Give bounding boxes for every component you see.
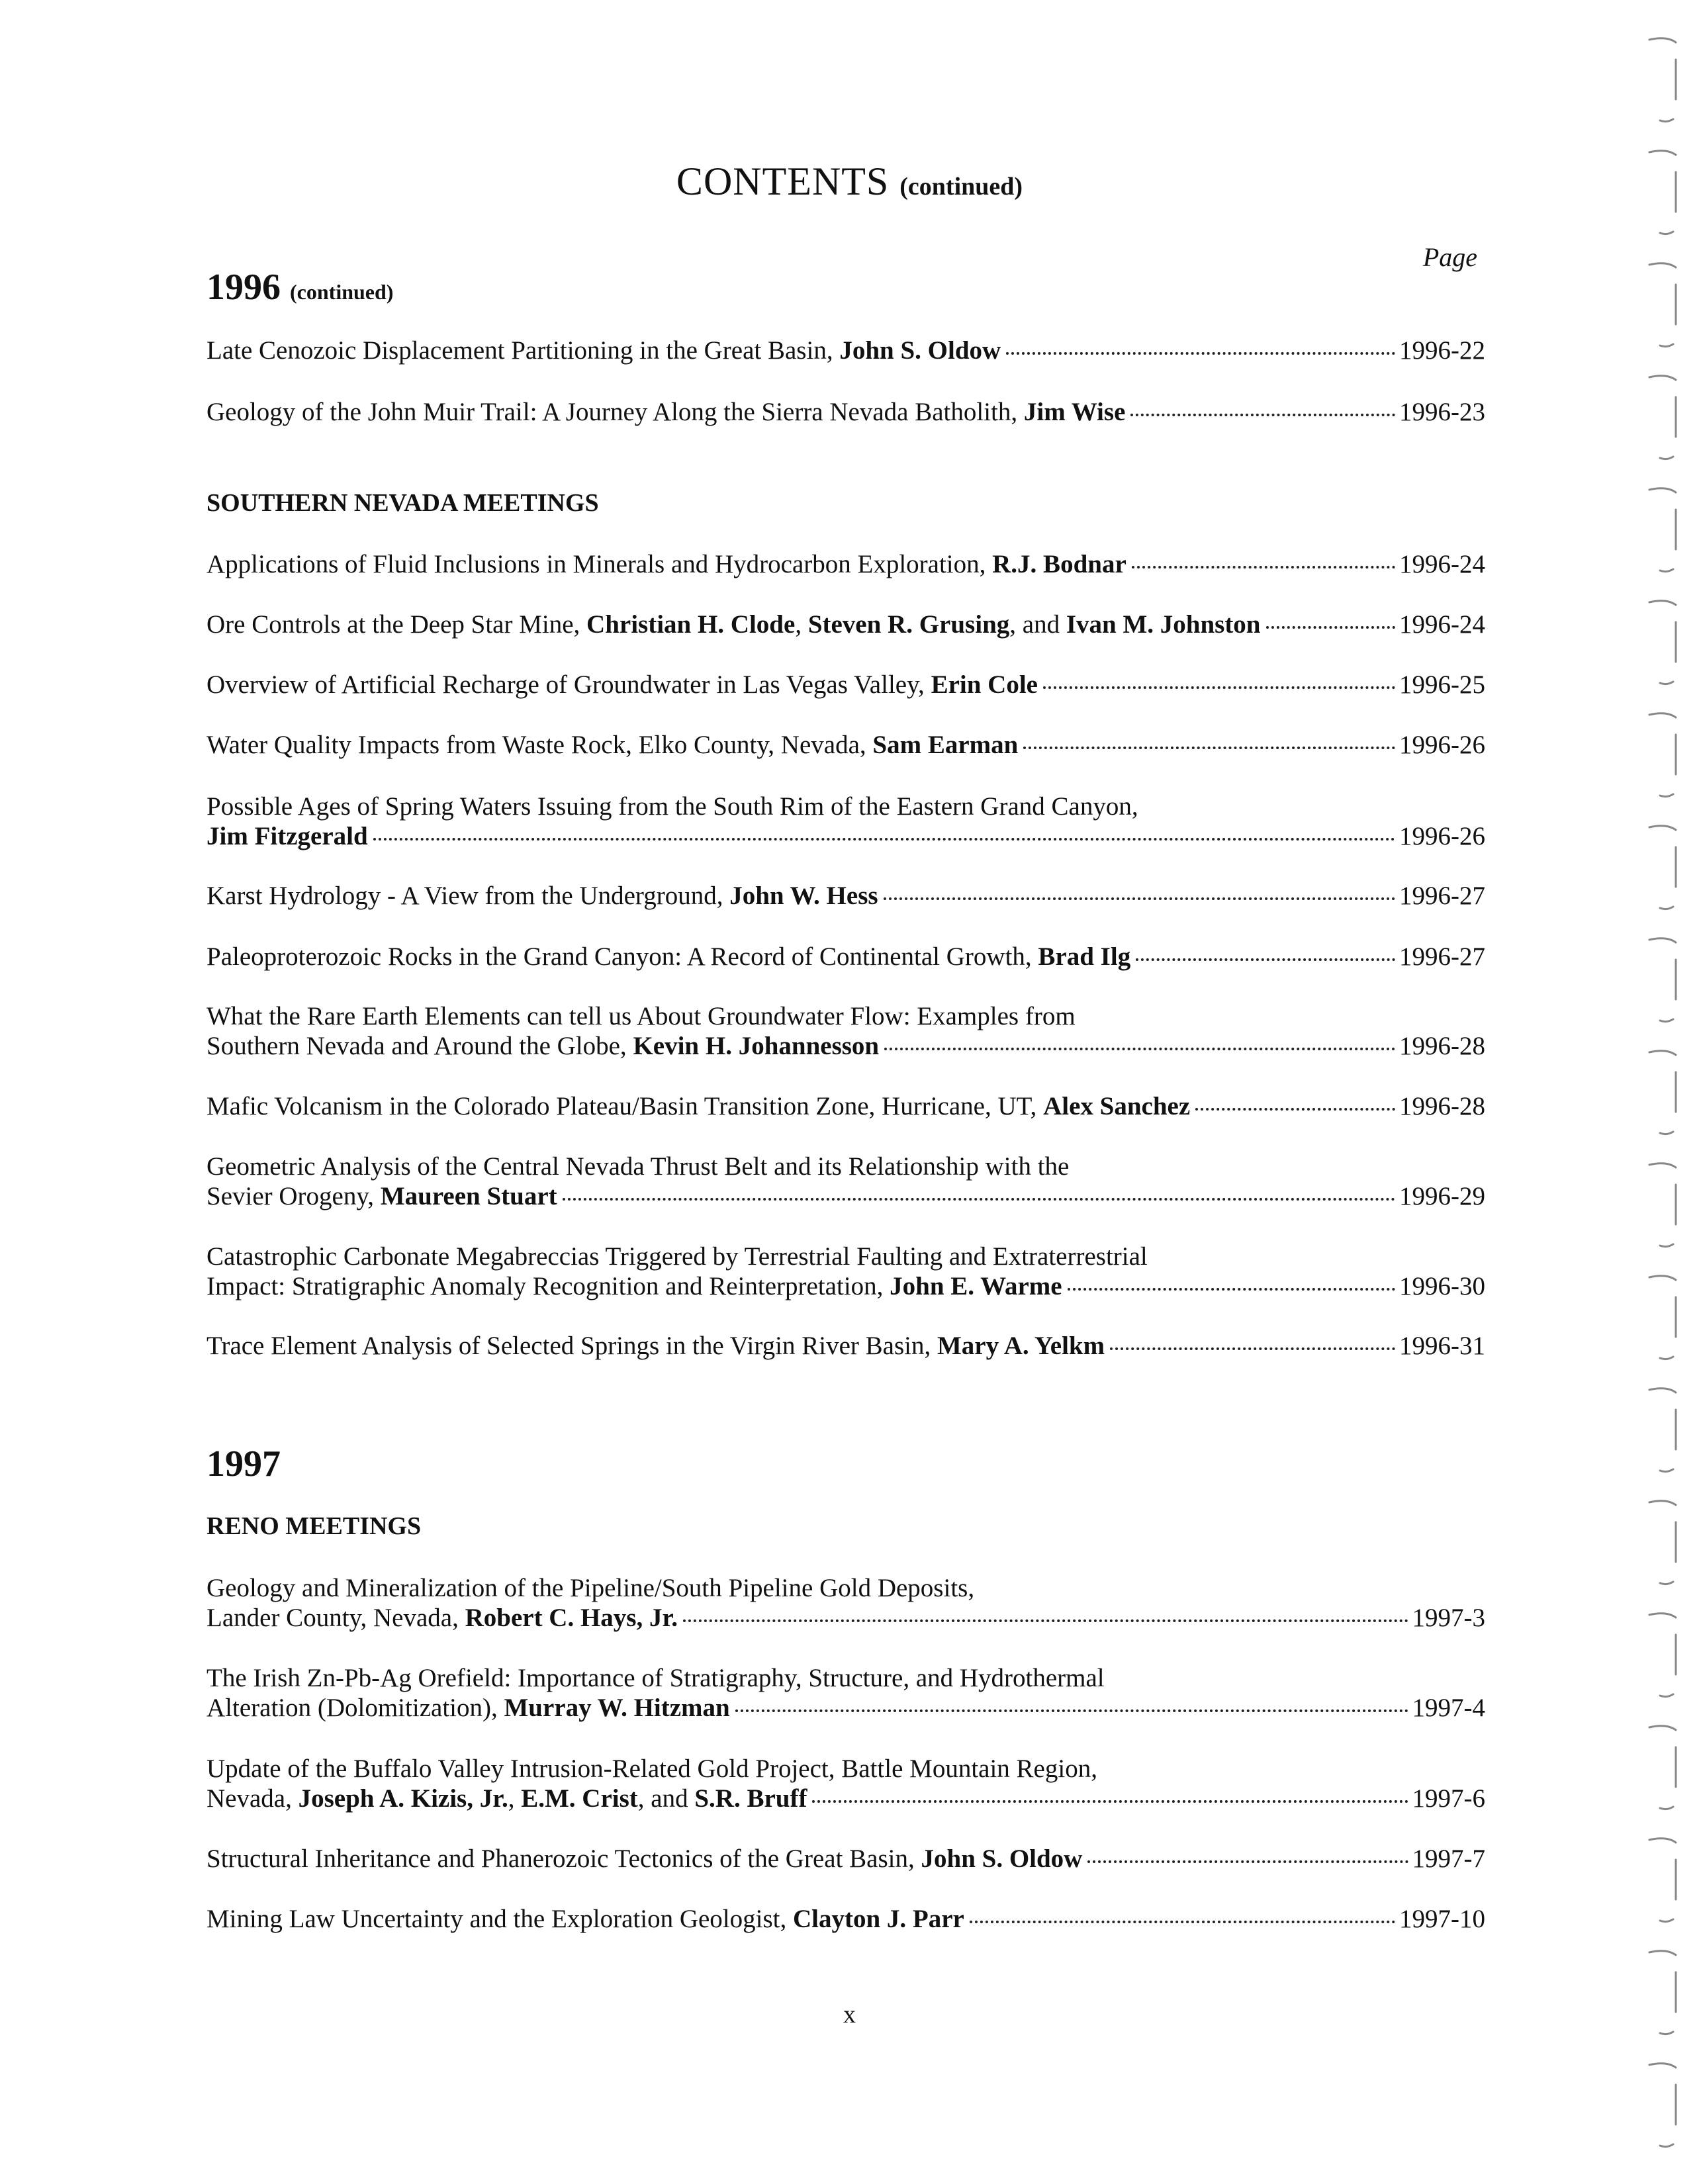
dot-leader [1132, 566, 1395, 569]
year-heading-1996 [207, 266, 393, 308]
entry-title: Paleoproterozoic Rocks in the Grand Canyon: A Record of Continental Growth, [207, 942, 1038, 971]
entry-page: 1997-7 [1412, 1844, 1485, 1873]
dot-leader [1023, 747, 1395, 749]
year-heading-1997 [207, 1443, 281, 1485]
entry-title: Overview of Artificial Recharge of Groundwater in Las Vegas Valley, [207, 670, 931, 699]
entry-page: 1997-4 [1412, 1694, 1485, 1722]
binding-loop-icon [1649, 1163, 1676, 1247]
toc-entry[interactable] [207, 1573, 1485, 1633]
dot-leader [884, 897, 1395, 900]
toc-entry[interactable] [207, 1001, 1485, 1061]
entry-page: 1996-25 [1399, 670, 1485, 699]
dot-leader [563, 1198, 1395, 1201]
toc-entry[interactable] [207, 730, 1485, 760]
entry-title: Southern Nevada and Around the Globe, [207, 1032, 633, 1060]
dot-leader [1068, 1288, 1395, 1291]
dot-leader [373, 838, 1395, 841]
entry-title: Applications of Fluid Inclusions in Minerals and Hydrocarbon Exploration, [207, 550, 993, 578]
binding-loop-icon [1649, 1614, 1676, 1697]
dot-leader [1110, 1347, 1395, 1350]
dot-leader [1130, 414, 1395, 416]
entry-page: 1996-27 [1399, 882, 1485, 910]
entry-page: 1996-28 [1399, 1032, 1485, 1060]
entry-title-line: The Irish Zn-Pb-Ag Orefield: Importance of Stratigraphy, Structure, and Hydrothermal [207, 1664, 1105, 1692]
entry-title-line: Possible Ages of Spring Waters Issuing from the South Rim of the Eastern Grand Canyon, [207, 792, 1138, 821]
binding-loop-icon [1649, 601, 1676, 684]
page-column-label: Page [1422, 242, 1477, 272]
toc-entry[interactable] [207, 1904, 1485, 1934]
entry-author: Clayton J. Parr [792, 1905, 964, 1933]
dot-leader [1195, 1108, 1395, 1111]
toc-entry[interactable] [207, 792, 1485, 851]
binding-loop-icon [1649, 1839, 1676, 1922]
entry-author: Brad Ilg [1038, 942, 1131, 971]
entry-author: Jim Fitzgerald [207, 822, 368, 850]
entry-page: 1996-26 [1399, 731, 1485, 759]
entry-page: 1996-31 [1399, 1332, 1485, 1360]
toc-entry[interactable] [207, 1091, 1485, 1121]
year-text: 1997 [207, 1443, 281, 1484]
dot-leader [884, 1048, 1395, 1050]
entry-title: Impact: Stratigraphic Anomaly Recognition and Reinterpretation, [207, 1272, 890, 1300]
binding-loop-icon [1649, 376, 1676, 459]
toc-entry[interactable] [207, 336, 1485, 365]
year-suffix: (continued) [290, 280, 394, 304]
binding-loop-icon [1649, 1051, 1676, 1134]
entry-author: E.M. Crist [521, 1784, 638, 1813]
dot-leader [735, 1709, 1408, 1712]
entry-author: S.R. Bruff [694, 1784, 807, 1813]
entry-author: John E. Warme [890, 1272, 1062, 1300]
toc-entry[interactable] [207, 670, 1485, 700]
binding-loop-icon [1649, 151, 1676, 234]
binding-loop-icon [1649, 2064, 1676, 2147]
entry-author: Sam Earman [872, 731, 1019, 759]
entry-page: 1996-23 [1399, 398, 1485, 426]
author-separator: , and [1009, 610, 1066, 639]
entry-page: 1996-24 [1399, 610, 1485, 639]
dot-leader [812, 1800, 1408, 1803]
binding-loop-icon [1649, 1951, 1676, 2034]
entry-page: 1996-28 [1399, 1092, 1485, 1120]
entry-page: 1996-24 [1399, 550, 1485, 578]
dot-leader [1266, 626, 1396, 629]
page-number: x [843, 2001, 856, 2028]
author-separator: , and [637, 1784, 695, 1813]
entry-author: John S. Oldow [839, 336, 1001, 365]
entry-title: Ore Controls at the Deep Star Mine, [207, 610, 587, 639]
entry-author: Christian H. Clode [586, 610, 796, 639]
entry-title-line: Geometric Analysis of the Central Nevada Thrust Belt and its Relationship with the [207, 1152, 1070, 1181]
toc-entry[interactable] [207, 1152, 1485, 1211]
binding-loop-icon [1649, 1501, 1676, 1584]
entry-author: John S. Oldow [921, 1844, 1083, 1873]
entry-page: 1997-3 [1412, 1604, 1485, 1632]
binding-loop-icon [1649, 488, 1676, 572]
entry-page: 1997-10 [1399, 1905, 1485, 1933]
entry-author: Kevin H. Johannesson [633, 1032, 880, 1060]
entry-author: Erin Cole [931, 670, 1038, 699]
toc-entry[interactable] [207, 1663, 1485, 1723]
entry-title: Mafic Volcanism in the Colorado Plateau/Basin Transition Zone, Hurricane, UT, [207, 1092, 1044, 1120]
title-suffix: (continued) [899, 173, 1023, 201]
dot-leader [1136, 958, 1395, 961]
entry-title: Trace Element Analysis of Selected Springs in the Virgin River Basin, [207, 1332, 937, 1360]
page-title [0, 159, 1699, 205]
entry-author: Robert C. Hays, Jr. [465, 1604, 678, 1632]
toc-entry[interactable] [207, 1242, 1485, 1301]
binding-loop-icon [1649, 1276, 1676, 1359]
entry-title: Karst Hydrology - A View from the Underground, [207, 882, 730, 910]
entry-author: Mary A. Yelkm [937, 1332, 1105, 1360]
toc-entry[interactable] [207, 881, 1485, 911]
entry-author: Jim Wise [1023, 398, 1126, 426]
entry-author: Ivan M. Johnston [1066, 610, 1261, 639]
dot-leader [1006, 352, 1395, 355]
entry-title: Late Cenozoic Displacement Partitioning in the Great Basin, [207, 336, 840, 365]
entry-title: Structural Inheritance and Phanerozoic Tectonics of the Great Basin, [207, 1844, 921, 1873]
binding-loop-icon [1649, 1388, 1676, 1472]
entry-title: Water Quality Impacts from Waste Rock, Elko County, Nevada, [207, 731, 873, 759]
author-separator: , [508, 1784, 522, 1813]
title-text: CONTENTS [676, 159, 890, 203]
entry-page: 1996-27 [1399, 942, 1485, 971]
entry-title-line: Update of the Buffalo Valley Intrusion-Related Gold Project, Battle Mountain Region, [207, 1754, 1097, 1783]
entry-title: Sevier Orogeny, [207, 1182, 381, 1210]
binding-loop-icon [1649, 38, 1676, 122]
dot-leader [970, 1921, 1395, 1923]
entry-title: Lander County, Nevada, [207, 1604, 465, 1632]
toc-entry[interactable] [207, 397, 1485, 427]
entry-author: Alex Sanchez [1043, 1092, 1191, 1120]
toc-entry[interactable] [207, 1754, 1485, 1813]
toc-entry[interactable] [207, 610, 1485, 639]
binding-loop-icon [1649, 826, 1676, 909]
entry-title-line: Geology and Mineralization of the Pipeline/South Pipeline Gold Deposits, [207, 1574, 975, 1602]
entry-author: Joseph A. Kizis, Jr. [298, 1784, 508, 1813]
entry-author: Murray W. Hitzman [504, 1694, 730, 1722]
entry-author: Steven R. Grusing [807, 610, 1010, 639]
toc-entry[interactable] [207, 942, 1485, 972]
entry-page: 1996-30 [1399, 1272, 1485, 1300]
entry-title-line: Catastrophic Carbonate Megabreccias Triggered by Terrestrial Faulting and Extraterrestrial [207, 1242, 1148, 1271]
entry-page: 1996-22 [1399, 336, 1485, 365]
entry-title: Nevada, [207, 1784, 298, 1813]
binding-loop-icon [1649, 1726, 1676, 1809]
toc-entry[interactable] [207, 1844, 1485, 1874]
binding-loop-icon [1649, 713, 1676, 797]
dot-leader [683, 1619, 1408, 1622]
year-text: 1996 [207, 267, 281, 308]
entry-author: R.J. Bodnar [992, 550, 1126, 578]
toc-entry[interactable] [207, 1331, 1485, 1361]
entry-title: Alteration (Dolomitization), [207, 1694, 504, 1722]
entry-title: Mining Law Uncertainty and the Exploration Geologist, [207, 1905, 793, 1933]
dot-leader [1087, 1860, 1408, 1863]
section-heading-southern-nevada: SOUTHERN NEVADA MEETINGS [207, 489, 599, 517]
dot-leader [1043, 686, 1395, 689]
entry-page: 1996-26 [1399, 822, 1485, 850]
entry-author: John W. Hess [729, 882, 878, 910]
binding-loop-icon [1649, 938, 1676, 1022]
binding-loop-icon [1649, 263, 1676, 347]
toc-entry[interactable] [207, 549, 1485, 579]
spiral-binding-icon [1647, 26, 1686, 2171]
entry-title: Geology of the John Muir Trail: A Journey Along the Sierra Nevada Batholith, [207, 398, 1024, 426]
entry-page: 1997-6 [1412, 1784, 1485, 1813]
section-heading-reno: RENO MEETINGS [207, 1512, 422, 1540]
entry-title-line: What the Rare Earth Elements can tell us About Groundwater Flow: Examples from [207, 1002, 1076, 1030]
author-separator: , [795, 610, 808, 639]
entry-page: 1996-29 [1399, 1182, 1485, 1210]
entry-author: Maureen Stuart [380, 1182, 557, 1210]
